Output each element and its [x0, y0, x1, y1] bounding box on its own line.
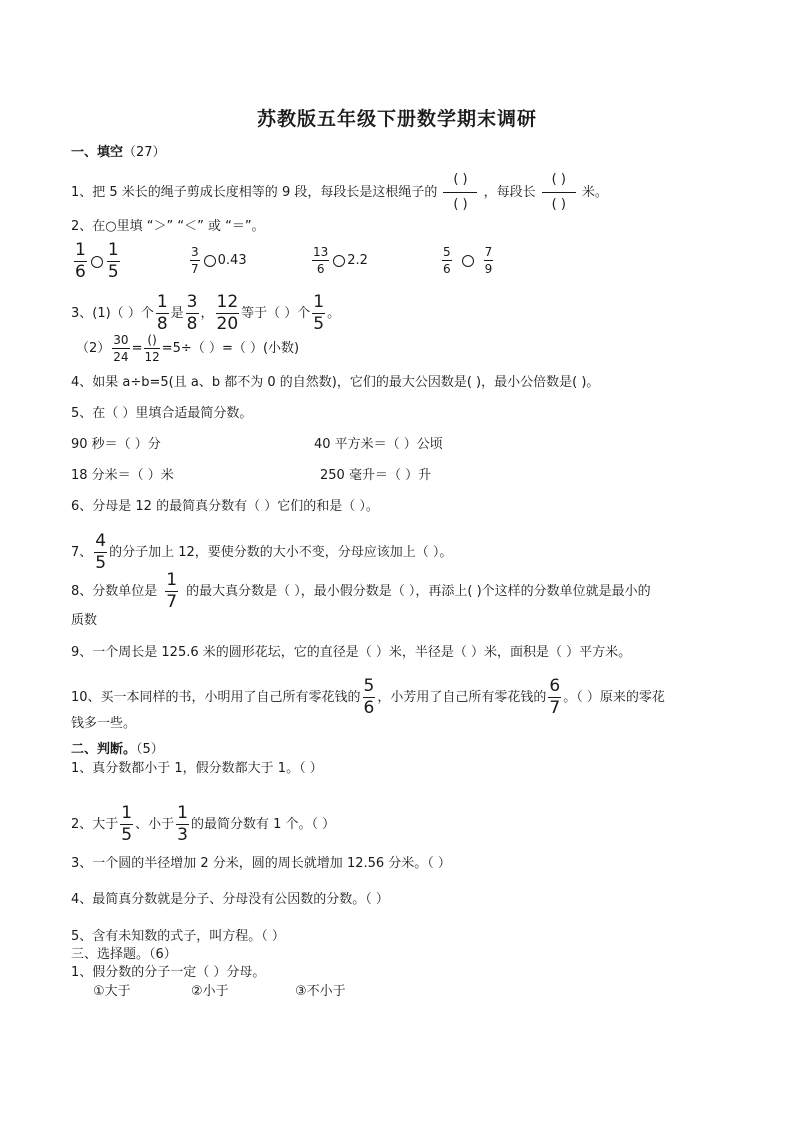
compare-item-3 [310, 246, 368, 275]
fraction: $\frac{()}{12}$ [144, 333, 160, 364]
question-1-10: 10、买一本同样的书，小明用了自己所有零花钱的 $\frac{5}{6}$ ，小芳用了自己所有零花钱的 $\frac{6}{7}$ 。（ ）原来的零花 [71, 676, 665, 718]
fraction: $\frac{1}{6}$ [75, 240, 86, 282]
question-2-2: 2、大于 $\frac{1}{5}$ 、小于 $\frac{1}{3}$ 的最简分数有 1 个。（ ） [71, 803, 336, 845]
fraction: $\frac{1}{8}$ [156, 292, 168, 334]
section-2-score: （5） [136, 742, 164, 757]
question-1-3b: （2） $\frac{30}{24}$ = $\frac{()}{12}$ =5÷（ ）=（ ）(小数) [76, 333, 300, 364]
compare-circle[interactable] [462, 255, 474, 267]
option-3[interactable]: ③不小于 [295, 984, 346, 999]
question-1-1 [71, 170, 608, 215]
compare-item-2 [188, 246, 247, 275]
blank-numerator: ( ) [443, 170, 477, 193]
fraction: $\frac{6}{7}$ [549, 676, 561, 718]
option-1[interactable]: ①大于 [93, 984, 131, 999]
question-2-1: 1、真分数都小于 1，假分数都大于 1。（ ） [71, 761, 323, 776]
fraction: $\frac{12}{20}$ [216, 292, 239, 334]
fraction: $\frac{1}{7}$ [166, 570, 178, 612]
question-1-9: 9、一个周长是 125.6 米的圆形花坛，它的直径是（ ）米，半径是（ ）米，面积是（ ）平方米。 [71, 645, 632, 660]
question-3-1-options [93, 982, 346, 1002]
compare-value: 0.43 [217, 253, 247, 268]
question-1-7: 7、 $\frac{4}{5}$ 的分子加上 12，要使分数的大小不变，分母应该加上（ ）。 [71, 531, 453, 573]
blank-denominator: ( ) [453, 197, 468, 212]
q5-item-c: 18 分米＝（ ）米 [71, 468, 174, 483]
question-2-4: 4、最简真分数就是分子、分母没有公因数的分数。（ ） [71, 892, 389, 907]
question-2-5: 5、含有未知数的式子，叫方程。（ ） [71, 929, 285, 944]
q1-text-c: 米。 [581, 185, 608, 200]
question-1-2: 2、在○里填 “＞” “＜” 或 “＝”。 [71, 219, 265, 234]
blank-fraction[interactable] [443, 170, 477, 215]
fraction: $\frac{3}{7}$ [191, 245, 199, 276]
question-1-4: 4、如果 a÷b=5(且 a、b 都不为 0 的自然数)，它们的最大公因数是( )，最小公倍数是( )。 [71, 375, 600, 390]
option-2[interactable]: ②小于 [191, 984, 229, 999]
fraction: $\frac{1}{5}$ [107, 240, 119, 282]
fraction: $\frac{3}{8}$ [186, 292, 198, 334]
q5-item-d: 250 毫升＝（ ）升 [320, 468, 432, 483]
q5-item-b: 40 平方米＝（ ）公顷 [314, 437, 443, 452]
blank-fraction[interactable] [542, 170, 576, 215]
section-2-heading [71, 740, 164, 760]
section-1-title: 一、填空 [71, 145, 124, 160]
q10-continuation: 钱多一些。 [71, 716, 137, 731]
question-1-8: 8、分数单位是 $\frac{1}{7}$ 的最大真分数是（ ），最小假分数是（ ），再添上( )个这样的分数单位就是最小的 [71, 570, 651, 612]
section-3-heading: 三、选择题。（6） [71, 947, 177, 962]
compare-item-4 [440, 246, 495, 275]
section-1-score: （27） [123, 145, 166, 160]
compare-circle[interactable] [204, 255, 216, 267]
fraction: $\frac{1}{5}$ [121, 803, 133, 845]
page-title: 苏教版五年级下册数学期末调研 [256, 108, 537, 130]
question-3-1: 1、假分数的分子一定（ ）分母。 [71, 965, 266, 980]
question-2-3: 3、一个圆的半径增加 2 分米，圆的周长就增加 12.56 分米。（ ） [71, 856, 451, 871]
section-1-heading [71, 143, 166, 163]
compare-item-1 [72, 242, 122, 281]
compare-circle[interactable] [333, 255, 345, 267]
q1-text-a: 1、把 5 米长的绳子剪成长度相等的 9 段，每段长是这根绳子的 [71, 185, 438, 200]
fraction: $\frac{1}{3}$ [177, 803, 188, 845]
q5-item-a: 90 秒＝（ ）分 [71, 437, 161, 452]
fraction: $\frac{30}{24}$ [113, 333, 129, 364]
fraction: $\frac{13}{6}$ [313, 245, 329, 276]
fraction: $\frac{7}{9}$ [484, 245, 493, 276]
fraction: $\frac{1}{5}$ [313, 292, 325, 334]
section-2-title: 二、判断。 [71, 742, 137, 757]
question-1-6: 6、分母是 12 的最简真分数有（ ）它们的和是（ ）。 [71, 499, 379, 514]
blank-denominator: ( ) [551, 197, 566, 212]
fraction: $\frac{5}{6}$ [443, 245, 451, 276]
question-1-5: 5、在（ ）里填合适最简分数。 [71, 406, 253, 421]
question-1-3a: 3、(1)（ ）个 $\frac{1}{8}$ 是 $\frac{3}{8}$ ， $\frac{12}{20}$ 等于（ ）个 $\frac{1}{5}$ 。 [71, 292, 341, 334]
fraction: $\frac{5}{6}$ [363, 676, 375, 718]
q1-text-b: ，每段长 [483, 185, 536, 200]
q8-continuation: 质数 [71, 613, 98, 628]
compare-circle[interactable] [91, 256, 103, 268]
blank-numerator: ( ) [542, 170, 576, 193]
fraction: $\frac{4}{5}$ [95, 531, 107, 573]
compare-value: 2.2 [347, 253, 368, 268]
